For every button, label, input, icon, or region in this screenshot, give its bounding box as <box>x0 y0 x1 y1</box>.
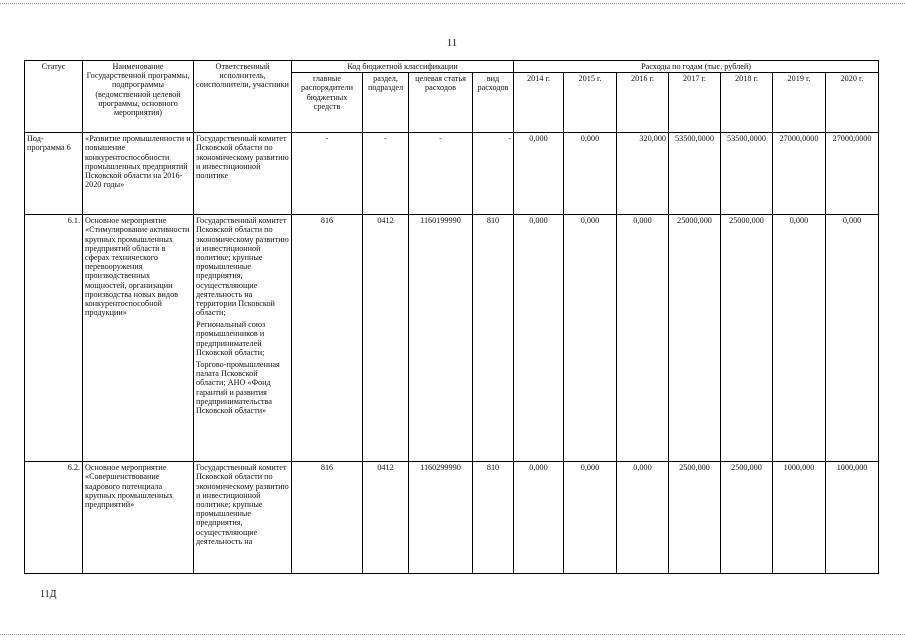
header-year: 2015 г. <box>564 73 617 133</box>
responsible-text: Государственный комитет Псковской области по экономическому развитию и инвестиционной политике <box>196 134 289 180</box>
header-year: 2014 г. <box>514 73 564 133</box>
header-budget-group: Код бюджетной классификации <box>292 61 514 73</box>
table-row <box>25 215 879 462</box>
row-value: 25000,000 <box>721 215 773 462</box>
row-name: Основное мероприятие «Стимулирование активности крупных промышленных предприятий области в сферах технического перевооружения производственных мощностей, организации производства новых видов конкурентоспособной продукции» <box>83 215 194 462</box>
row-code: 1160199990 <box>409 215 473 462</box>
row-value: 27000,0000 <box>773 133 826 215</box>
header-name: Наименование Государственной программы, подпрограммы (ведомственной целевой программы, основного мероприятия) <box>83 61 194 133</box>
header-budget-col: целевая статья расходов <box>409 73 473 133</box>
row-name: Основное мероприятие «Совершенствование кадрового потенциала крупных промышленных предприятий» <box>83 462 194 574</box>
header-year: 2020 г. <box>826 73 879 133</box>
responsible-text: Государственный комитет Псковской области по экономическому развитию и инвестиционной политике; крупные промышленные предприятия, осуществляющие деятельность на территории Псковской области; <box>196 216 289 318</box>
header-responsible: Ответственный исполнитель, соисполнители, участники <box>194 61 292 133</box>
row-code: 816 <box>292 462 363 574</box>
row-code: 1160299990 <box>409 462 473 574</box>
scan-edge-bottom <box>0 634 905 635</box>
row-value: 1000,000 <box>773 462 826 574</box>
header-year: 2018 г. <box>721 73 773 133</box>
responsible-text: Государственный комитет Псковской области по экономическому развитию и инвестиционной политике; крупные промышленные предприятия, осуществляющие деятельность на <box>196 463 289 546</box>
row-value: 0,000 <box>564 133 617 215</box>
row-value: 0,000 <box>564 462 617 574</box>
row-responsible <box>194 133 292 215</box>
row-value: 0,000 <box>514 215 564 462</box>
row-code: 816 <box>292 215 363 462</box>
row-code: 0412 <box>363 215 409 462</box>
page-number: 11 <box>446 37 458 49</box>
row-value: 53500,0000 <box>669 133 721 215</box>
header-row-1 <box>25 61 879 73</box>
row-status: 6.2. <box>25 462 83 574</box>
row-value: 0,000 <box>564 215 617 462</box>
row-name: «Развитие промышленности и повышение конкурентоспособности промышленных предприятий Псковской области на 2016-2020 годы» <box>83 133 194 215</box>
scan-edge-top <box>0 3 905 4</box>
row-code: 810 <box>473 215 514 462</box>
responsible-text: Торгово-промышленная палата Псковской области; АНО «Фонд гарантий и развития предпринимательства Псковской области» <box>196 360 280 415</box>
header-year: 2016 г. <box>617 73 669 133</box>
header-budget-col: главные распорядители бюджетных средств <box>292 73 363 133</box>
table-row <box>25 462 879 574</box>
header-year: 2017 г. <box>669 73 721 133</box>
row-value: 2500,000 <box>721 462 773 574</box>
row-responsible <box>194 215 292 462</box>
row-value: 1000,000 <box>826 462 879 574</box>
row-status: Под-программа 6 <box>25 133 83 215</box>
row-responsible <box>194 462 292 574</box>
footer-code: 11Д <box>40 589 57 600</box>
row-code: - <box>473 133 514 215</box>
header-year: 2019 г. <box>773 73 826 133</box>
header-budget-col: вид расходов <box>473 73 514 133</box>
row-value: 53500,0000 <box>721 133 773 215</box>
row-value: 27000,0000 <box>826 133 879 215</box>
responsible-text: Региональный союз промышленников и предпринимателей Псковской области; <box>196 320 266 357</box>
row-code: 810 <box>473 462 514 574</box>
row-code: 0412 <box>363 462 409 574</box>
row-value: 0,000 <box>617 215 669 462</box>
row-code: - <box>292 133 363 215</box>
header-budget-col: раздел, подраздел <box>363 73 409 133</box>
row-value: 0,000 <box>773 215 826 462</box>
row-value: 0,000 <box>826 215 879 462</box>
row-code: - <box>363 133 409 215</box>
row-value: 0,000 <box>514 462 564 574</box>
row-value: 25000,000 <box>669 215 721 462</box>
row-value: 2500,000 <box>669 462 721 574</box>
row-status: 6.1. <box>25 215 83 462</box>
header-expenses-group: Расходы по годам (тыс. рублей) <box>514 61 879 73</box>
header-status: Статус <box>25 61 83 133</box>
row-code: - <box>409 133 473 215</box>
row-value: 0,000 <box>514 133 564 215</box>
table-row <box>25 133 879 215</box>
budget-table <box>24 60 879 574</box>
row-value: 0,000 <box>617 462 669 574</box>
row-value: 320,000 <box>617 133 669 215</box>
